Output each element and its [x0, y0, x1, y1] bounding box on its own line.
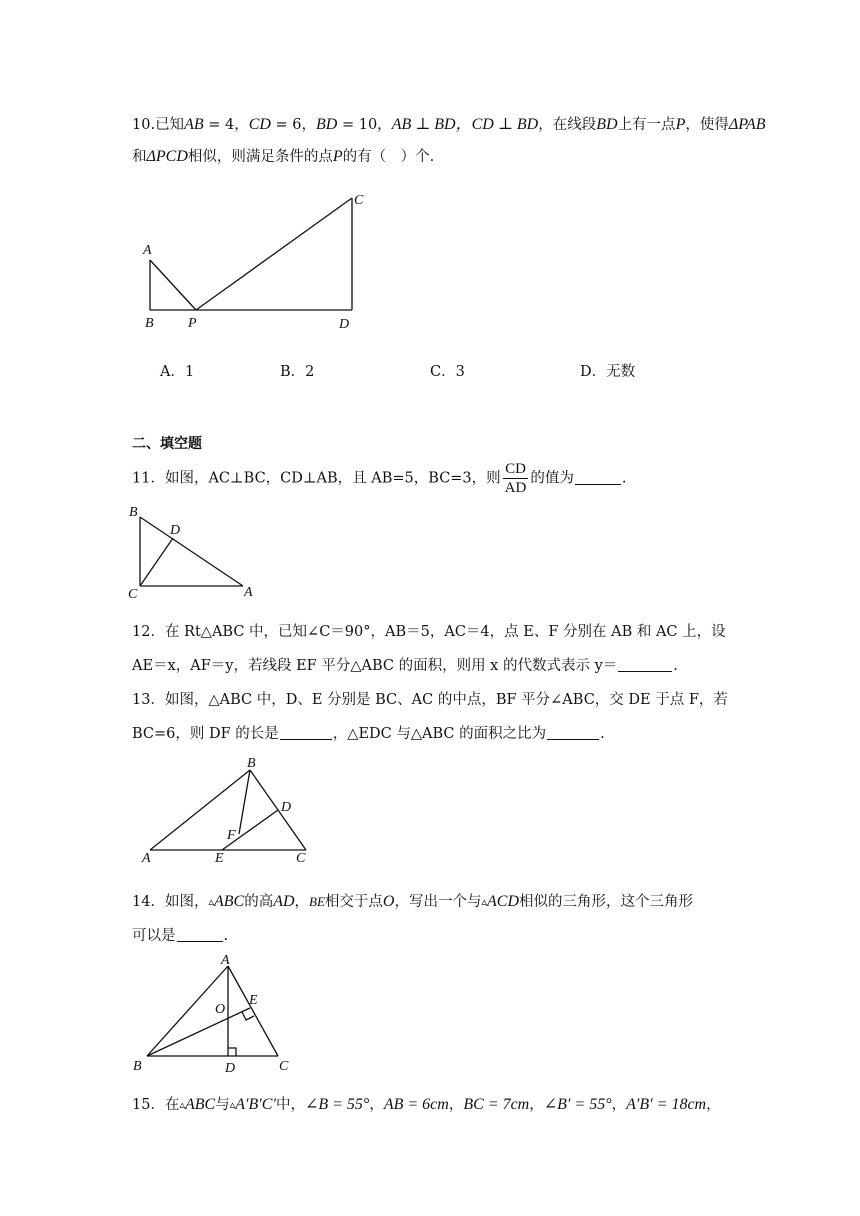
triangle-symbol: ▵ [208, 895, 214, 908]
q14-label-o: O [215, 1002, 226, 1017]
q14-right-angle-e [242, 1012, 254, 1020]
q10-label-p: P [188, 316, 197, 331]
q10-option-d: D．无数 [580, 364, 636, 380]
triangle-symbol: ▵ [481, 895, 488, 908]
q14-label-e: E [249, 993, 258, 1008]
q11-fraction: $\frac{CD}{AD}$ [504, 461, 527, 496]
q13-segment-ed [222, 810, 278, 850]
q11-label-d: D [170, 523, 181, 538]
q13-segment-bf [239, 770, 250, 834]
q14-answer-blank [177, 927, 223, 942]
q13-segment-ab [150, 770, 250, 850]
q10-segment-pc [196, 198, 352, 310]
q12-line1: 12．在 Rt△ABC 中，已知∠C＝90°，AB＝5，AC＝4，点 E、F 分别在 AB 和 AC 上，设 [132, 624, 726, 640]
q11-answer-blank [575, 470, 621, 485]
q11-segment-ab [140, 517, 243, 586]
q13-segment-bc [250, 770, 306, 850]
q10-label-d: D [339, 317, 350, 332]
q13-label-f: F [227, 828, 236, 843]
q13-line1: 13．如图，△ABC 中，D、E 分别是 BC、AC 的中点，BF 平分∠ABC，交 DE 于点 F，若 [132, 692, 728, 708]
q12-answer-blank [618, 657, 672, 672]
triangle-symbol: ▵ [229, 1098, 236, 1111]
q14-label-d: D [225, 1061, 236, 1076]
q13-label-b: B [247, 756, 256, 771]
q11-label-a: A [244, 585, 253, 600]
q14-right-angle-d [228, 1048, 236, 1056]
q13-label-a: A [142, 851, 151, 866]
q14-line1: 14．如图，▵ABC的高AD，BE相交于点O，写出一个与▵ACD相似的三角形，这个三角形 [132, 893, 694, 910]
q13-answer-blank-2 [547, 725, 599, 740]
q13-answer-blank-1 [280, 725, 332, 740]
q10-segment-ap [150, 260, 196, 310]
q12-line2: AE＝x，AF＝y，若线段 EF 平分△ABC 的面积，则用 x 的代数式表示 y＝ . [132, 658, 678, 674]
q14-label-c: C [279, 1059, 289, 1074]
q14-line2: 可以是 . [132, 928, 229, 944]
q14-segment-be [147, 1008, 250, 1056]
q11-label-b: B [129, 505, 138, 520]
q11-segment-cd [140, 538, 173, 586]
q10-number: 10. [132, 117, 156, 133]
triangle-symbol: ▵ [179, 1098, 185, 1111]
q10-line1: 10.已知AB = 4，CD = 6，BD = 10，AB ⊥ BD，CD ⊥ BD，在线段BD上有一点P，使得ΔPAB [132, 116, 766, 133]
q10-option-b: B．2 [280, 364, 315, 380]
q10-option-a: A．1 [160, 364, 195, 380]
q14-segment-ab [147, 966, 228, 1056]
q14-label-a: A [221, 953, 230, 968]
q15-line1: 15．在▵ABC与▵A′B′C′中，∠B = 55°，AB = 6cm，BC = 7cm，∠B′ = 55°，A′B′ = 18cm， [132, 1096, 721, 1113]
q11-line: 11．如图，AC⊥BC，CD⊥AB，且 AB=5，BC=3，则 $\frac{CD}{AD}$ 的值为 . [132, 461, 627, 496]
q13-label-c: C [296, 851, 306, 866]
q10-label-c: C [354, 193, 364, 208]
q10-label-b: B [145, 316, 154, 331]
q13-line2: BC=6，则 DF 的长是 ，△EDC 与△ABC 的面积之比为 . [132, 726, 605, 742]
q10-line2: 和ΔPCD相似，则满足条件的点P的有（ ）个. [132, 148, 435, 165]
q10-option-c: C．3 [430, 364, 465, 380]
q10-label-a: A [143, 243, 152, 258]
q13-label-d: D [281, 800, 292, 815]
q11-label-c: C [128, 587, 138, 602]
section-title: 二、填空题 [132, 436, 202, 452]
q14-segment-ac [228, 966, 278, 1056]
q13-label-e: E [215, 851, 224, 866]
q14-label-b: B [133, 1059, 142, 1074]
